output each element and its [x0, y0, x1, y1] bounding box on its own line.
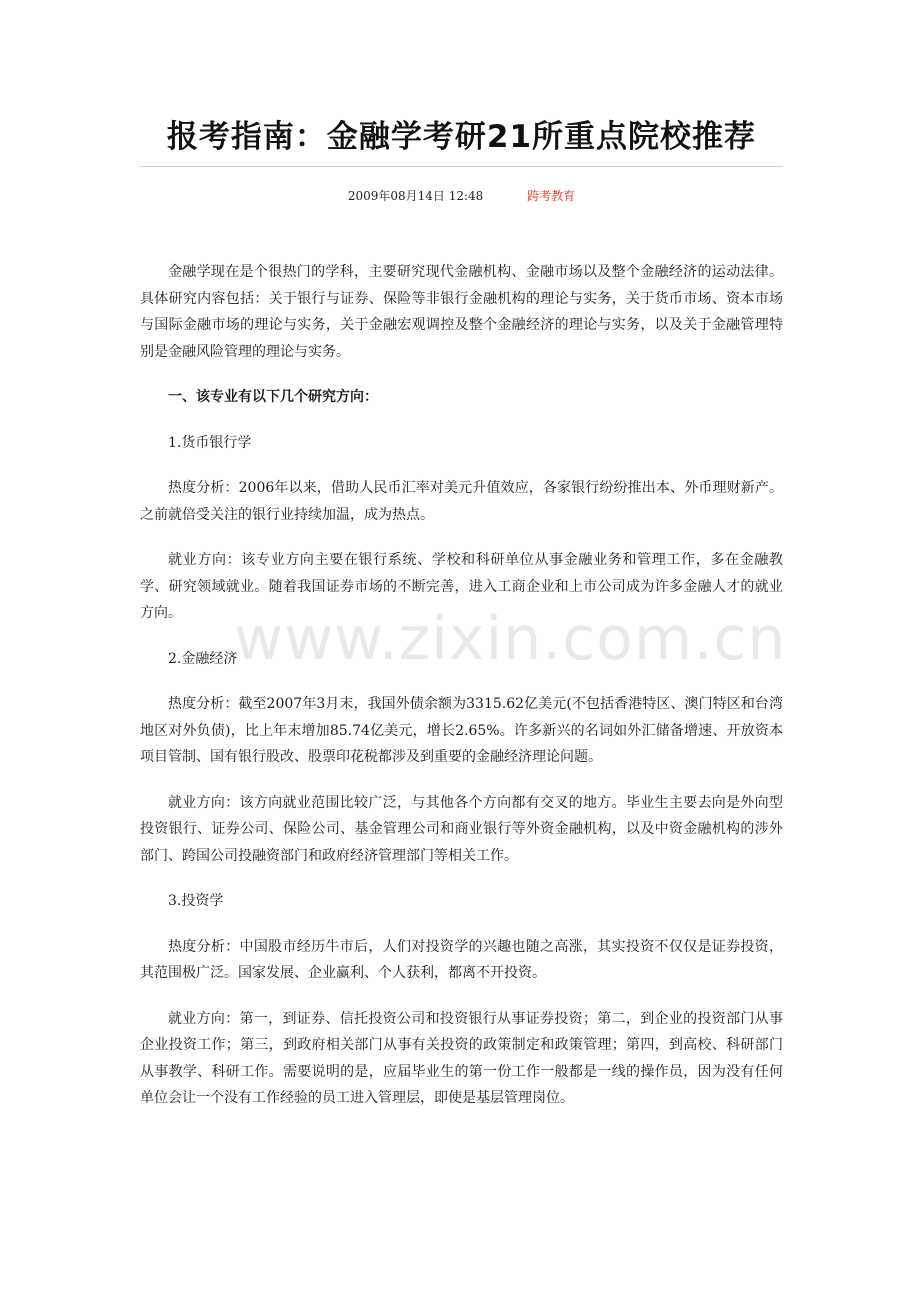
publish-date: 2009年08月14日 12:48 [347, 189, 484, 203]
article-title: 报考指南：金融学考研21所重点院校推荐 [166, 119, 757, 155]
paragraph-employment-2: 就业方向：该方向就业范围比较广泛，与其他各个方向都有交叉的地方。毕业生主要去向是外向型投资银行、证券公司、保险公司、基金管理公司和商业银行等外资金融机构，以及中资金融机构的涉外部门、跨国公司投融资部门和政府经济管理部门等相关工作。 [140, 794, 783, 864]
paragraph-employment-1: 就业方向：该专业方向主要在银行系统、学校和科研单位从事金融业务和管理工作，多在金融教学、研究领域就业。随着我国证券市场的不断完善，进入工商企业和上市公司成为许多金融人才的就业方向。 [140, 552, 783, 621]
intro-paragraph: 金融学现在是个很热门的学科，主要研究现代金融机构、金融市场以及整个金融经济的运动法律。具体研究内容包括：关于银行与证券、保险等非银行金融机构的理论与实务，关于货币市场、资本市场与国际金融市场的理论与实务，关于金融宏观调控及整个金融经济的理论与实务，以及关于金融管理特别是金融风险管理的理论与实务。 [140, 264, 783, 360]
subheading-monetary-banking: 1.货币银行学 [168, 434, 252, 451]
paragraph-heat-analysis-2: 热度分析：截至2007年3月末，我国外债余额为3315.62亿美元(不包括香港特区、澳门特区和台湾地区对外负债)，比上年末增加85.74亿美元，增长2.65%。许多新兴的名词如外汇储备增速、开放资本项目管制、国有银行股改、股票印花税都涉及到重要的金融经济理论问题。 [140, 696, 783, 765]
paragraph-employment-3: 就业方向：第一，到证券、信托投资公司和投资银行从事证券投资；第二，到企业的投资部门从事企业投资工作；第三，到政府相关部门从事有关投资的政策制定和政策管理；第四，到高校、科研部门从事教学、科研工作。需要说明的是，应届毕业生的第一份工作一般都是一线的操作员，因为没有任何单位会让一个没有工作经验的员工进入管理层，即使是基层管理岗位。 [140, 1010, 783, 1106]
subheading-investment: 3.投资学 [168, 893, 224, 909]
article-meta [140, 187, 783, 205]
subheading-financial-economics: 2.金融经济 [168, 650, 238, 667]
article [140, 0, 783, 1131]
paragraph-heat-analysis-1: 热度分析：2006年以来，借助人民币汇率对美元升值效应，各家银行纷纷推出本、外币理财新产。之前就倍受关注的银行业持续加温，成为热点。 [140, 480, 783, 523]
source-link[interactable]: 跨考教育 [527, 189, 576, 203]
watermark: www.zixin.com.cn [234, 604, 787, 674]
article-body [140, 259, 783, 1112]
paragraph-heat-analysis-3: 热度分析：中国股市经历牛市后，人们对投资学的兴趣也随之高涨，其实投资不仅仅是证券投资，其范围极广泛。国家发展、企业赢利、个人获利，都离不开投资。 [140, 938, 783, 981]
title-divider [140, 166, 783, 167]
section-heading: 一、该专业有以下几个研究方向： [168, 389, 378, 405]
